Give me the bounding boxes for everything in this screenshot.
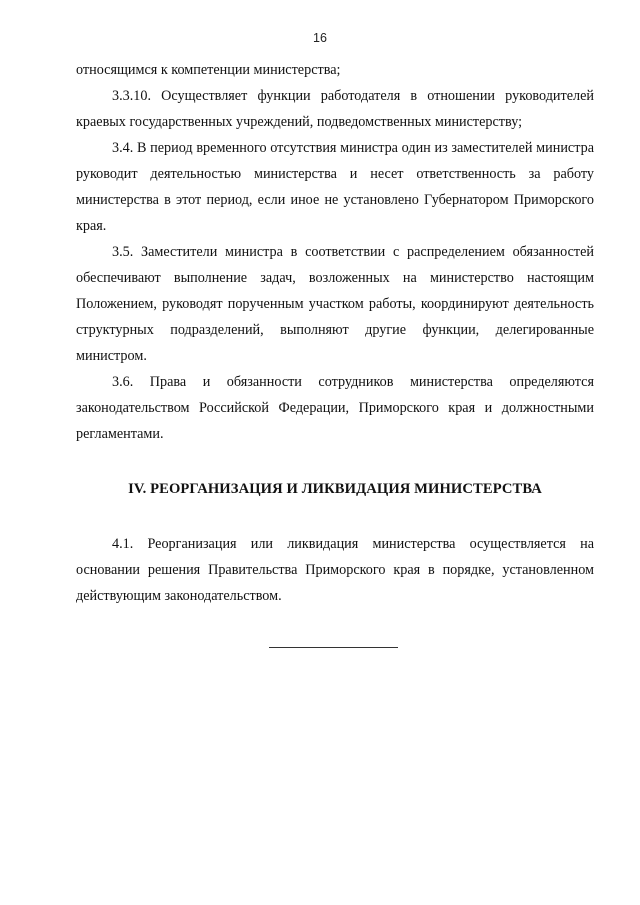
paragraph-3-4: 3.4. В период временного отсутствия министра один из заместителей министра руководит деятельностью министерства и несет ответственность за работу министерства в этот период, если иное не установлено Губернатором Приморского края. <box>76 140 594 234</box>
paragraph-3-3-10: 3.3.10. Осуществляет функции работодателя в отношении руководителей краевых государственных учреждений, подведомственных министерству; <box>76 88 594 130</box>
paragraph-3-5: 3.5. Заместители министра в соответствии с распределением обязанностей обеспечивают выполнение задач, возложенных на министерство настоящим Положением, руководят порученным участком работы, координируют деятельность структурных подразделений, выполняют другие функции, делегированные министром. <box>76 244 594 364</box>
paragraph-4-1: 4.1. Реорганизация или ликвидация министерства осуществляется на основании решения Правительства Приморского края в порядке, установленном действующим законодательством. <box>76 536 594 604</box>
page-number: 16 <box>313 31 327 45</box>
section-heading-iv: IV. РЕОРГАНИЗАЦИЯ И ЛИКВИДАЦИЯ МИНИСТЕРСТВА <box>128 481 542 497</box>
document-body <box>76 57 594 609</box>
end-of-document-rule <box>269 647 398 648</box>
paragraph-3-6: 3.6. Права и обязанности сотрудников министерства определяются законодательством Российской Федерации, Приморского края и должностными регламентами. <box>76 374 594 442</box>
paragraph-continuation: относящимся к компетенции министерства; <box>76 62 341 78</box>
